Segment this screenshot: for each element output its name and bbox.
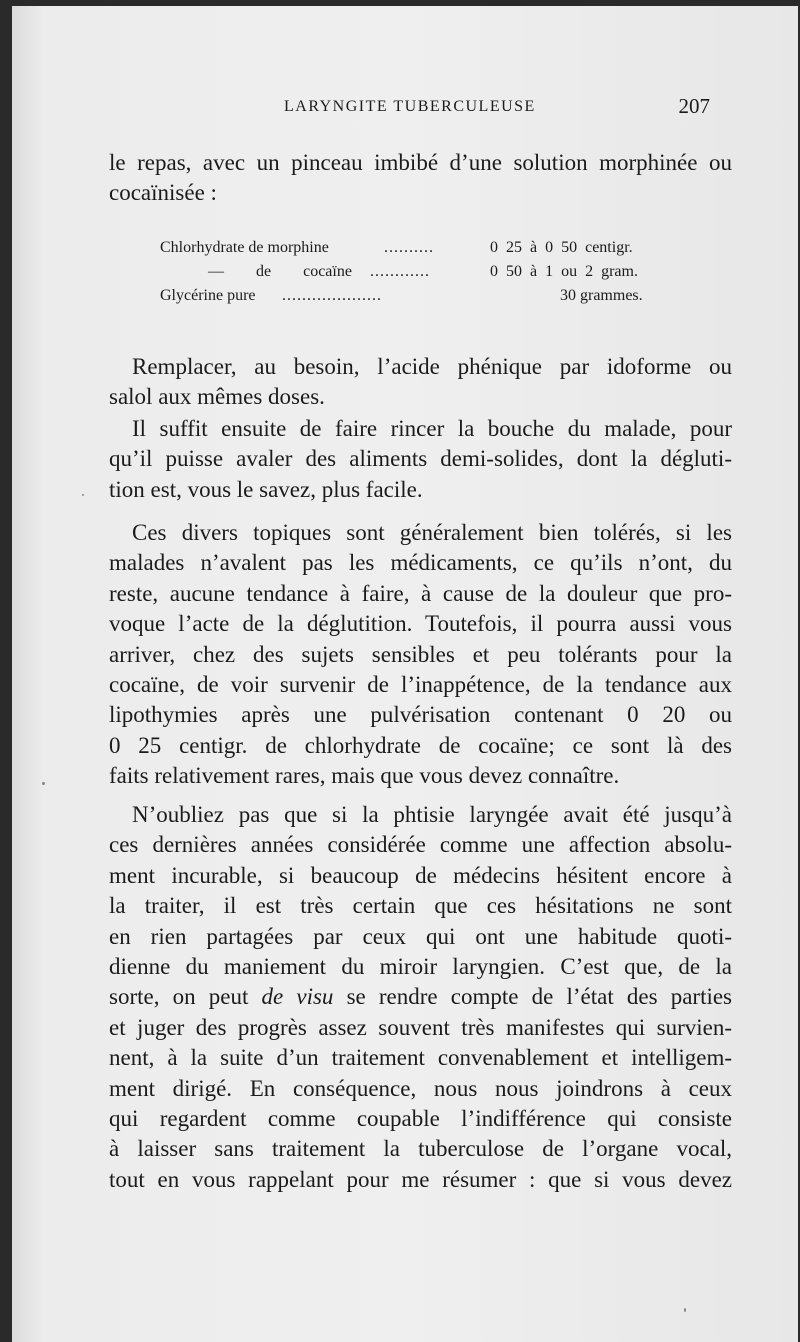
text-line: tion est, vous le savez, plus facile. <box>109 476 423 502</box>
running-head: LARYNGITE TUBERCULEUSE <box>284 98 536 115</box>
leader-dots: .................... <box>282 287 382 304</box>
text-line: cocaïne, de voir survenir de l’inappétence, de la tendance aux <box>109 672 732 698</box>
text-line: en rien partagées par ceux qui ont une habitude quoti- <box>109 923 732 949</box>
text-line: à laisser sans traitement la tuberculose de l’organe vocal, <box>109 1136 732 1162</box>
intro-paragraph <box>109 148 732 209</box>
ingredient-name: Glycérine pure <box>160 287 256 304</box>
leader-dots: ............ <box>370 263 430 280</box>
formula-row <box>160 287 700 311</box>
text-line: 0 25 centigr. de chlorhydrate de cocaïne; ce sont là des <box>109 732 732 758</box>
text-line: faits relativement rares, mais que vous devez connaître. <box>109 763 620 789</box>
paragraph <box>109 414 732 505</box>
ingredient-dose: 0 25 à 0 50 centigr. <box>490 239 633 256</box>
paper-speck <box>82 494 84 496</box>
text-line: ment dirigé. En conséquence, nous nous joindrons à ceux <box>109 1075 732 1101</box>
text-line: ment incurable, si beaucoup de médecins hésitent encore à <box>109 862 732 888</box>
text-line: salol aux mêmes doses. <box>109 384 325 410</box>
text-line: tout en vous rappelant pour me résumer : que si vous devez <box>109 1166 732 1192</box>
paragraph <box>109 352 732 413</box>
page-number: 207 <box>678 94 710 118</box>
text-line: Ces divers topiques sont généralement bien tolérés, si les <box>132 520 732 545</box>
text-line: dienne du maniement du miroir laryngien. C’est que, de la <box>109 954 732 980</box>
formula-row <box>160 239 700 263</box>
ingredient-name: Chlorhydrate de morphine <box>160 239 329 256</box>
text-line: lipothymies après une pulvérisation contenant 0 20 ou <box>109 702 732 728</box>
text-line: arriver, chez des sujets sensibles et peu tolérants pour la <box>109 641 732 667</box>
text-line: voque l’acte de la déglutition. Toutefois, il pourra aussi vous <box>109 611 732 637</box>
paragraph <box>109 518 732 792</box>
text-line: Il suffit ensuite de faire rincer la bouche du malade, pour <box>132 416 732 441</box>
book-page <box>12 6 798 1342</box>
formula-row <box>160 263 700 287</box>
text-line: Remplacer, au besoin, l’acide phénique par idoforme ou <box>132 354 732 379</box>
text-line: sorte, on peut de visu se rendre compte de l’état des parties <box>109 984 733 1010</box>
text-line: N’oubliez pas que si la phtisie laryngée avait été jusqu’à <box>132 802 732 827</box>
paper-speck <box>684 1308 686 1312</box>
text-line: et juger des progrès assez souvent très manifestes qui survien- <box>109 1014 732 1040</box>
prescription-formula <box>160 239 700 311</box>
ingredient-dose: 0 50 à 1 ou 2 gram. <box>490 263 638 280</box>
italic-phrase: de visu <box>261 984 334 1010</box>
text-line: reste, aucune tendance à faire, à cause de la douleur que pro- <box>109 580 732 606</box>
text-line: la traiter, il est très certain que ces hésitations ne sont <box>109 893 732 919</box>
leader-dots: .......... <box>384 239 434 256</box>
text-line: le repas, avec un pinceau imbibé d’une solution morphinée ou <box>109 150 732 175</box>
text-line: qu’il puisse avaler des aliments demi-solides, dont la dégluti- <box>109 446 732 472</box>
text-line: malades n’avalent pas les médicaments, ce qu’ils n’ont, du <box>109 550 732 576</box>
ingredient-name: — de cocaïne <box>208 263 352 280</box>
ingredient-dose: 30 grammes. <box>560 287 643 304</box>
paragraph <box>109 800 732 1195</box>
text-line: qui regardent comme coupable l’indifférence qui consiste <box>109 1106 732 1132</box>
text-line: nent, à la suite d’un traitement convenablement et intelligem- <box>109 1045 732 1071</box>
paper-speck <box>42 782 45 785</box>
text-line: cocaïnisée : <box>109 180 217 206</box>
text-line: ces dernières années considérée comme une affection absolu- <box>109 832 732 858</box>
